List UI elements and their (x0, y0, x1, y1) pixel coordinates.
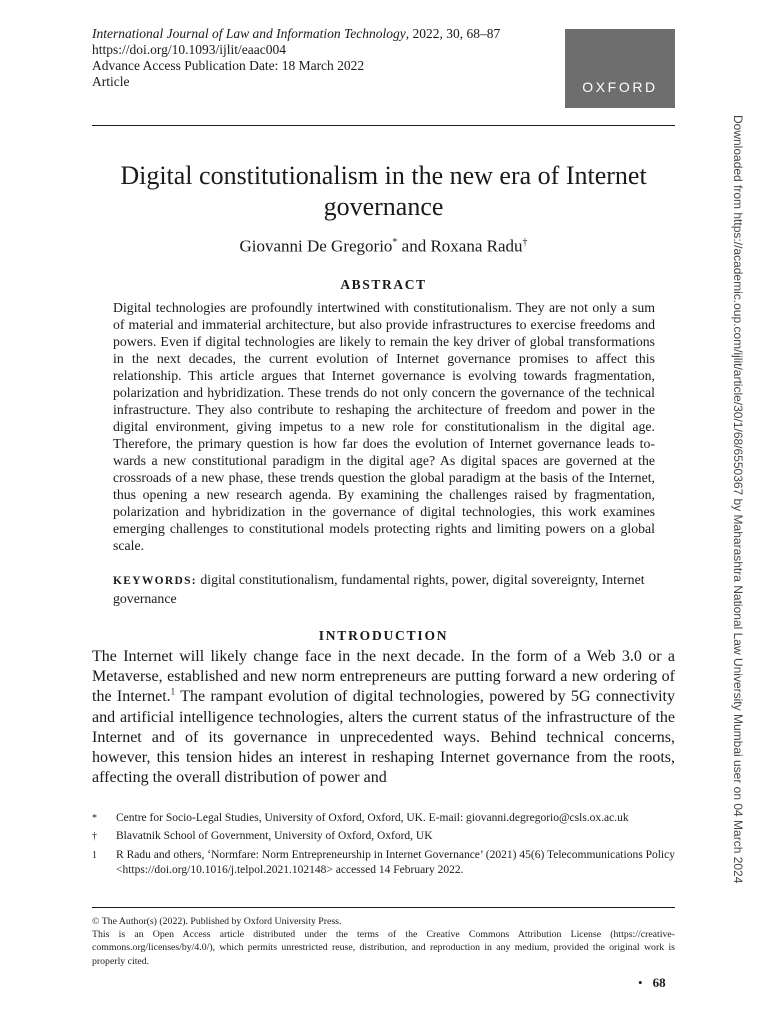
keywords (113, 571, 655, 607)
publication-date: Advance Access Publication Date: 18 March 2022 (92, 58, 365, 73)
journal-volume-pages: , 2022, 30, 68–87 (405, 26, 501, 41)
page-number (638, 975, 678, 991)
author-de-gregorio[interactable]: Giovanni De Gregorio (239, 236, 393, 256)
footnote-mark: 1 (92, 849, 97, 861)
copyright-line: © The Author(s) (2022). Published by Oxford University Press. (92, 916, 342, 927)
author-line (92, 233, 675, 257)
oxford-logo (565, 29, 675, 108)
journal-name: International Journal of Law and Information Technology (92, 26, 406, 41)
doi-link[interactable]: https://doi.org/10.1093/ijlit/eaac004 (92, 42, 286, 57)
intro-text-part1: The Internet will likely change face in the next decade. In the form of a Web 3.0 or a Metaverse, established and new norm entrepreneurs are putting forward a new ordering of the Internet. (92, 648, 675, 706)
journal-header (92, 26, 552, 90)
footnote-affiliation-1 (92, 811, 675, 826)
footnote-text: Centre for Socio-Legal Studies, University of Oxford, Oxford, UK. E-mail: giovanni.degregorio@csls.ox.ac.uk (116, 812, 629, 824)
keywords-label: KEYWORDS: (113, 575, 197, 587)
footnote-affiliation-2 (92, 829, 675, 844)
article-title: Digital constitutionalism in the new era of Internet governance (120, 161, 647, 221)
footnote-reference-1 (92, 848, 675, 879)
author-conjunction: and (397, 236, 431, 256)
intro-text-part2: The rampant evolution of digital technologies, powered by 5G connectivity and artificial intelligence technologies, alters the current status of the infrastructure of the Internet and of its governance in unprecedented ways. Behind technical concerns, however, this tension hides an interest in reshaping Internet governance from the roots, affecting the overall distribution of power and (92, 688, 675, 787)
journal-citation (92, 26, 552, 42)
logo-text: OXFORD (582, 79, 658, 95)
article-type: Article (92, 74, 130, 89)
author2-affiliation-mark: † (522, 237, 528, 248)
footnotes (92, 811, 675, 881)
footnote-mark: † (92, 831, 97, 843)
page-bullet: • (638, 975, 643, 990)
author1-affiliation-mark: * (392, 237, 398, 248)
abstract-heading: ABSTRACT (340, 277, 427, 292)
page-number-value: 68 (652, 975, 666, 990)
footnote-text: R Radu and others, ‘Normfare: Norm Entrepreneurship in Internet Governance’ (2021) 45(6) Telecommunications Policy <https://doi.org/10.1016/j.telpol.2021.102148> accessed 14 February 2022. (116, 848, 675, 876)
footnote-text: Blavatnik School of Government, University of Oxford, Oxford, UK (116, 830, 433, 843)
footnote-mark: * (92, 813, 97, 824)
introduction-paragraph (92, 647, 675, 788)
introduction-heading: INTRODUCTION (318, 628, 449, 643)
abstract-text: Digital technologies are profoundly intertwined with constitutionalism. They are not only a sum of material and immaterial architecture, but also provide infrastructures to exercise freedoms and powers. Even if digital technologies are likely to remain the key driver of global transformations in the next decades, the current evolution of Internet governance promises to affect this relationship. This article argues that Internet governance is evolving towards fragmentation, polarization and hybridization. These trends do not only concern the governance of the technical infrastructure. They also contribute to reshaping the architecture of freedom and power in the digital environment, giving impetus to a new role for constitutionalism in the digital age. Therefore, the primary question is how far does the evolution of Internet governance leads towards a new constitutional paradigm in the digital age? As digital spaces are governed at the crossroads of a new phase, these trends question the global paradigm at the basis of the Internet, thus opening a new research agenda. By examining the challenges raised by fragmentation, polarization and hybridization in the governance of digital technologies, this work examines emerging challenges to constitutional models protecting rights and limiting powers on a global scale. (113, 300, 655, 553)
license-text: This is an Open Access article distributed under the terms of the Creative Commons Attribution License (https://creativecommons.org/licenses/by/4.0/), which permits unrestricted reuse, distribution, and reproduction in any medium, provided the original work is properly cited. (92, 929, 675, 967)
footnote-ref-1[interactable]: 1 (170, 687, 176, 698)
footer-divider (92, 907, 675, 908)
license-notice (92, 915, 675, 968)
keywords-text: digital constitutionalism, fundamental rights, power, digital sovereignty, Internet governance (113, 572, 645, 606)
author-radu[interactable]: Roxana Radu (430, 236, 523, 256)
header-divider (92, 125, 675, 126)
download-watermark: Downloaded from https://academic.oup.com/ijlit/article/30/1/68/6550367 by Maharashtra National Law University Mumbai user on 04 March 2024 (731, 115, 745, 884)
